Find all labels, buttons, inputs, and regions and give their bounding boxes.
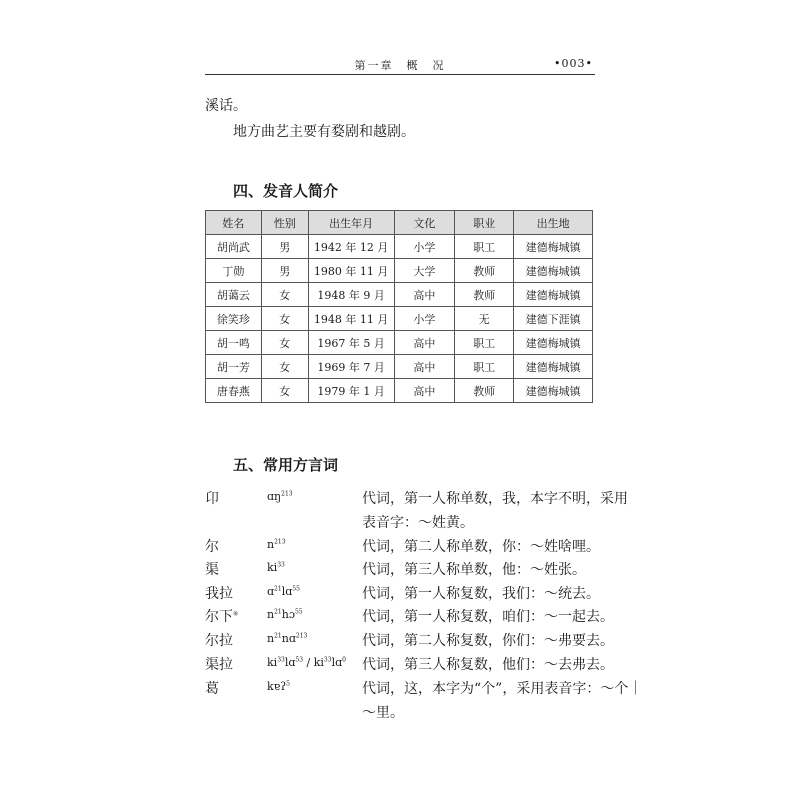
table-row [206,355,593,379]
definition-line: 代词，第一人称复数，我们：～统去。 [362,586,600,602]
headword [205,559,219,579]
table-cell: 建德梅城镇 [514,235,593,259]
table-cell: 教师 [455,259,514,283]
table-cell: 女 [261,355,308,379]
tone-value: 21 [274,632,282,640]
definition-line: 代词，第三人称单数，他：～姓张。 [362,562,586,578]
tone-value: 33 [277,561,285,569]
table-cell: 建德梅城镇 [514,259,593,283]
table-cell: 教师 [455,283,514,307]
table-cell: 高中 [394,283,455,307]
tone-value: 213 [295,632,308,640]
table-row [206,307,593,331]
headword-text: 尔拉 [205,633,233,649]
phonetic-transcription [267,632,307,645]
definition [362,583,600,607]
syllable: / ki [303,656,324,669]
tone-value: 21 [274,608,282,616]
table-row [206,331,593,355]
column-header: 文化 [394,211,455,235]
headword-note-mark: ⑥ [233,610,239,618]
phonetic-transcription [267,561,285,574]
table-cell: 职工 [455,331,514,355]
phonetic-transcription [267,608,303,621]
column-header: 职业 [455,211,514,235]
table-cell: 教师 [455,379,514,403]
table-cell: 1969 年 7 月 [308,355,394,379]
headword-text: 尔下 [205,609,233,625]
tone-value: 55 [292,585,300,593]
tone-value: 21 [274,585,282,593]
paragraph-local-arts: 地方曲艺主要有婺剧和越剧。 [233,124,415,140]
table-cell: 建德梅城镇 [514,283,593,307]
section-heading-speakers: 四、发音人简介 [233,182,339,200]
table-row [206,235,593,259]
phonetic-transcription [267,656,346,669]
paragraph-continuation: 溪话。 [205,98,247,114]
table-cell: 小学 [394,307,455,331]
phonetic-transcription [267,490,293,503]
tone-value: 33 [323,656,332,664]
table-cell: 1979 年 1 月 [308,379,394,403]
headword-text: 尔 [205,539,219,555]
definition [362,488,628,536]
tone-value: 55 [294,608,303,616]
headword-text: 渠拉 [205,657,233,673]
definition [362,630,614,654]
syllable: n [267,632,275,645]
column-header: 姓名 [206,211,262,235]
table-cell: 女 [261,379,308,403]
syllable: nɑ [281,632,296,645]
table-cell: 1948 年 11 月 [308,307,394,331]
definition [362,678,642,726]
table-header-row [206,211,593,235]
headword-text: 葛 [205,681,219,697]
definition-line: 代词，第二人称复数，你们：～弗要去。 [362,633,614,649]
syllable: ki [267,561,278,574]
phonetic-transcription [267,538,286,551]
column-header: 出生地 [514,211,593,235]
table-cell: 唐春燕 [206,379,262,403]
table-cell: 职工 [455,235,514,259]
definition [362,559,586,583]
table-cell: 建德梅城镇 [514,331,593,355]
tone-value: 33 [277,656,285,664]
headword [205,654,233,674]
table-cell: 高中 [394,379,455,403]
definition-line: 表音字：～姓黄。 [362,515,474,531]
syllable: lɑ [331,656,343,669]
tone-value: 0 [342,656,346,664]
headword [205,630,233,650]
table-cell: 胡一芳 [206,355,262,379]
table-row [206,283,593,307]
table-cell: 1980 年 11 月 [308,259,394,283]
definition-line: 代词，第一人称单数，我，本字不明，采用 [362,491,628,507]
table-cell: 建德梅城镇 [514,355,593,379]
headword [205,536,219,556]
table-cell: 丁勋 [206,259,262,283]
headword-text: 卬 [205,491,219,507]
table-cell: 徐笑珍 [206,307,262,331]
headword [205,488,219,508]
headword-text: 渠 [205,562,219,578]
syllable: ki [267,656,278,669]
syllable: kɐʔ [267,680,287,693]
table-cell: 高中 [394,331,455,355]
table-cell: 1942 年 12 月 [308,235,394,259]
definition-line: 代词，第三人称复数，他们：～去弗去。 [362,657,614,673]
table-cell: 女 [261,331,308,355]
table-cell: 小学 [394,235,455,259]
tone-value: 53 [295,656,304,664]
table-cell: 1948 年 9 月 [308,283,394,307]
table-cell: 无 [455,307,514,331]
headword-text: 我拉 [205,586,233,602]
definition [362,654,614,678]
tone-value: 213 [274,538,286,546]
definition-line: ～里。 [362,705,404,721]
table-cell: 女 [261,283,308,307]
syllable: n [267,608,275,621]
table-cell: 胡尚武 [206,235,262,259]
phonetic-transcription [267,680,290,693]
chapter-title: 第一章 概 况 [354,59,446,72]
definition-line: 代词，这，本字为“个”，采用表音字：～个｜ [362,681,643,697]
table-row [206,379,593,403]
definition [362,536,600,560]
table-cell: 职工 [455,355,514,379]
tone-value: 5 [286,680,290,688]
syllable: hɔ [281,608,295,621]
syllable: lɑ [284,656,296,669]
section-heading-dialect-words: 五、常用方言词 [233,456,339,474]
running-header [205,52,595,75]
table-cell: 建德下涯镇 [514,307,593,331]
definition [362,606,614,630]
table-cell: 大学 [394,259,455,283]
page-number: •003• [554,57,593,70]
syllable: ɑŋ [267,490,282,503]
table-cell: 建德梅城镇 [514,379,593,403]
tone-value: 213 [281,490,293,498]
column-header: 性别 [261,211,308,235]
syllable: lɑ [281,585,293,598]
headword [205,606,238,626]
table-cell: 男 [261,259,308,283]
headword [205,583,233,603]
table-cell: 胡一鸣 [206,331,262,355]
headword [205,678,219,698]
syllable: n [267,538,275,551]
table-cell: 男 [261,235,308,259]
phonetic-transcription [267,585,300,598]
table-cell: 1967 年 5 月 [308,331,394,355]
table-cell: 高中 [394,355,455,379]
definition-line: 代词，第二人称单数，你：～姓啥哩。 [362,539,600,555]
column-header: 出生年月 [308,211,394,235]
table-cell: 胡蔼云 [206,283,262,307]
syllable: ɑ [267,585,275,598]
definition-line: 代词，第一人称复数，咱们：～一起去。 [362,609,614,625]
table-cell: 女 [261,307,308,331]
speaker-table [205,210,593,403]
table-row [206,259,593,283]
